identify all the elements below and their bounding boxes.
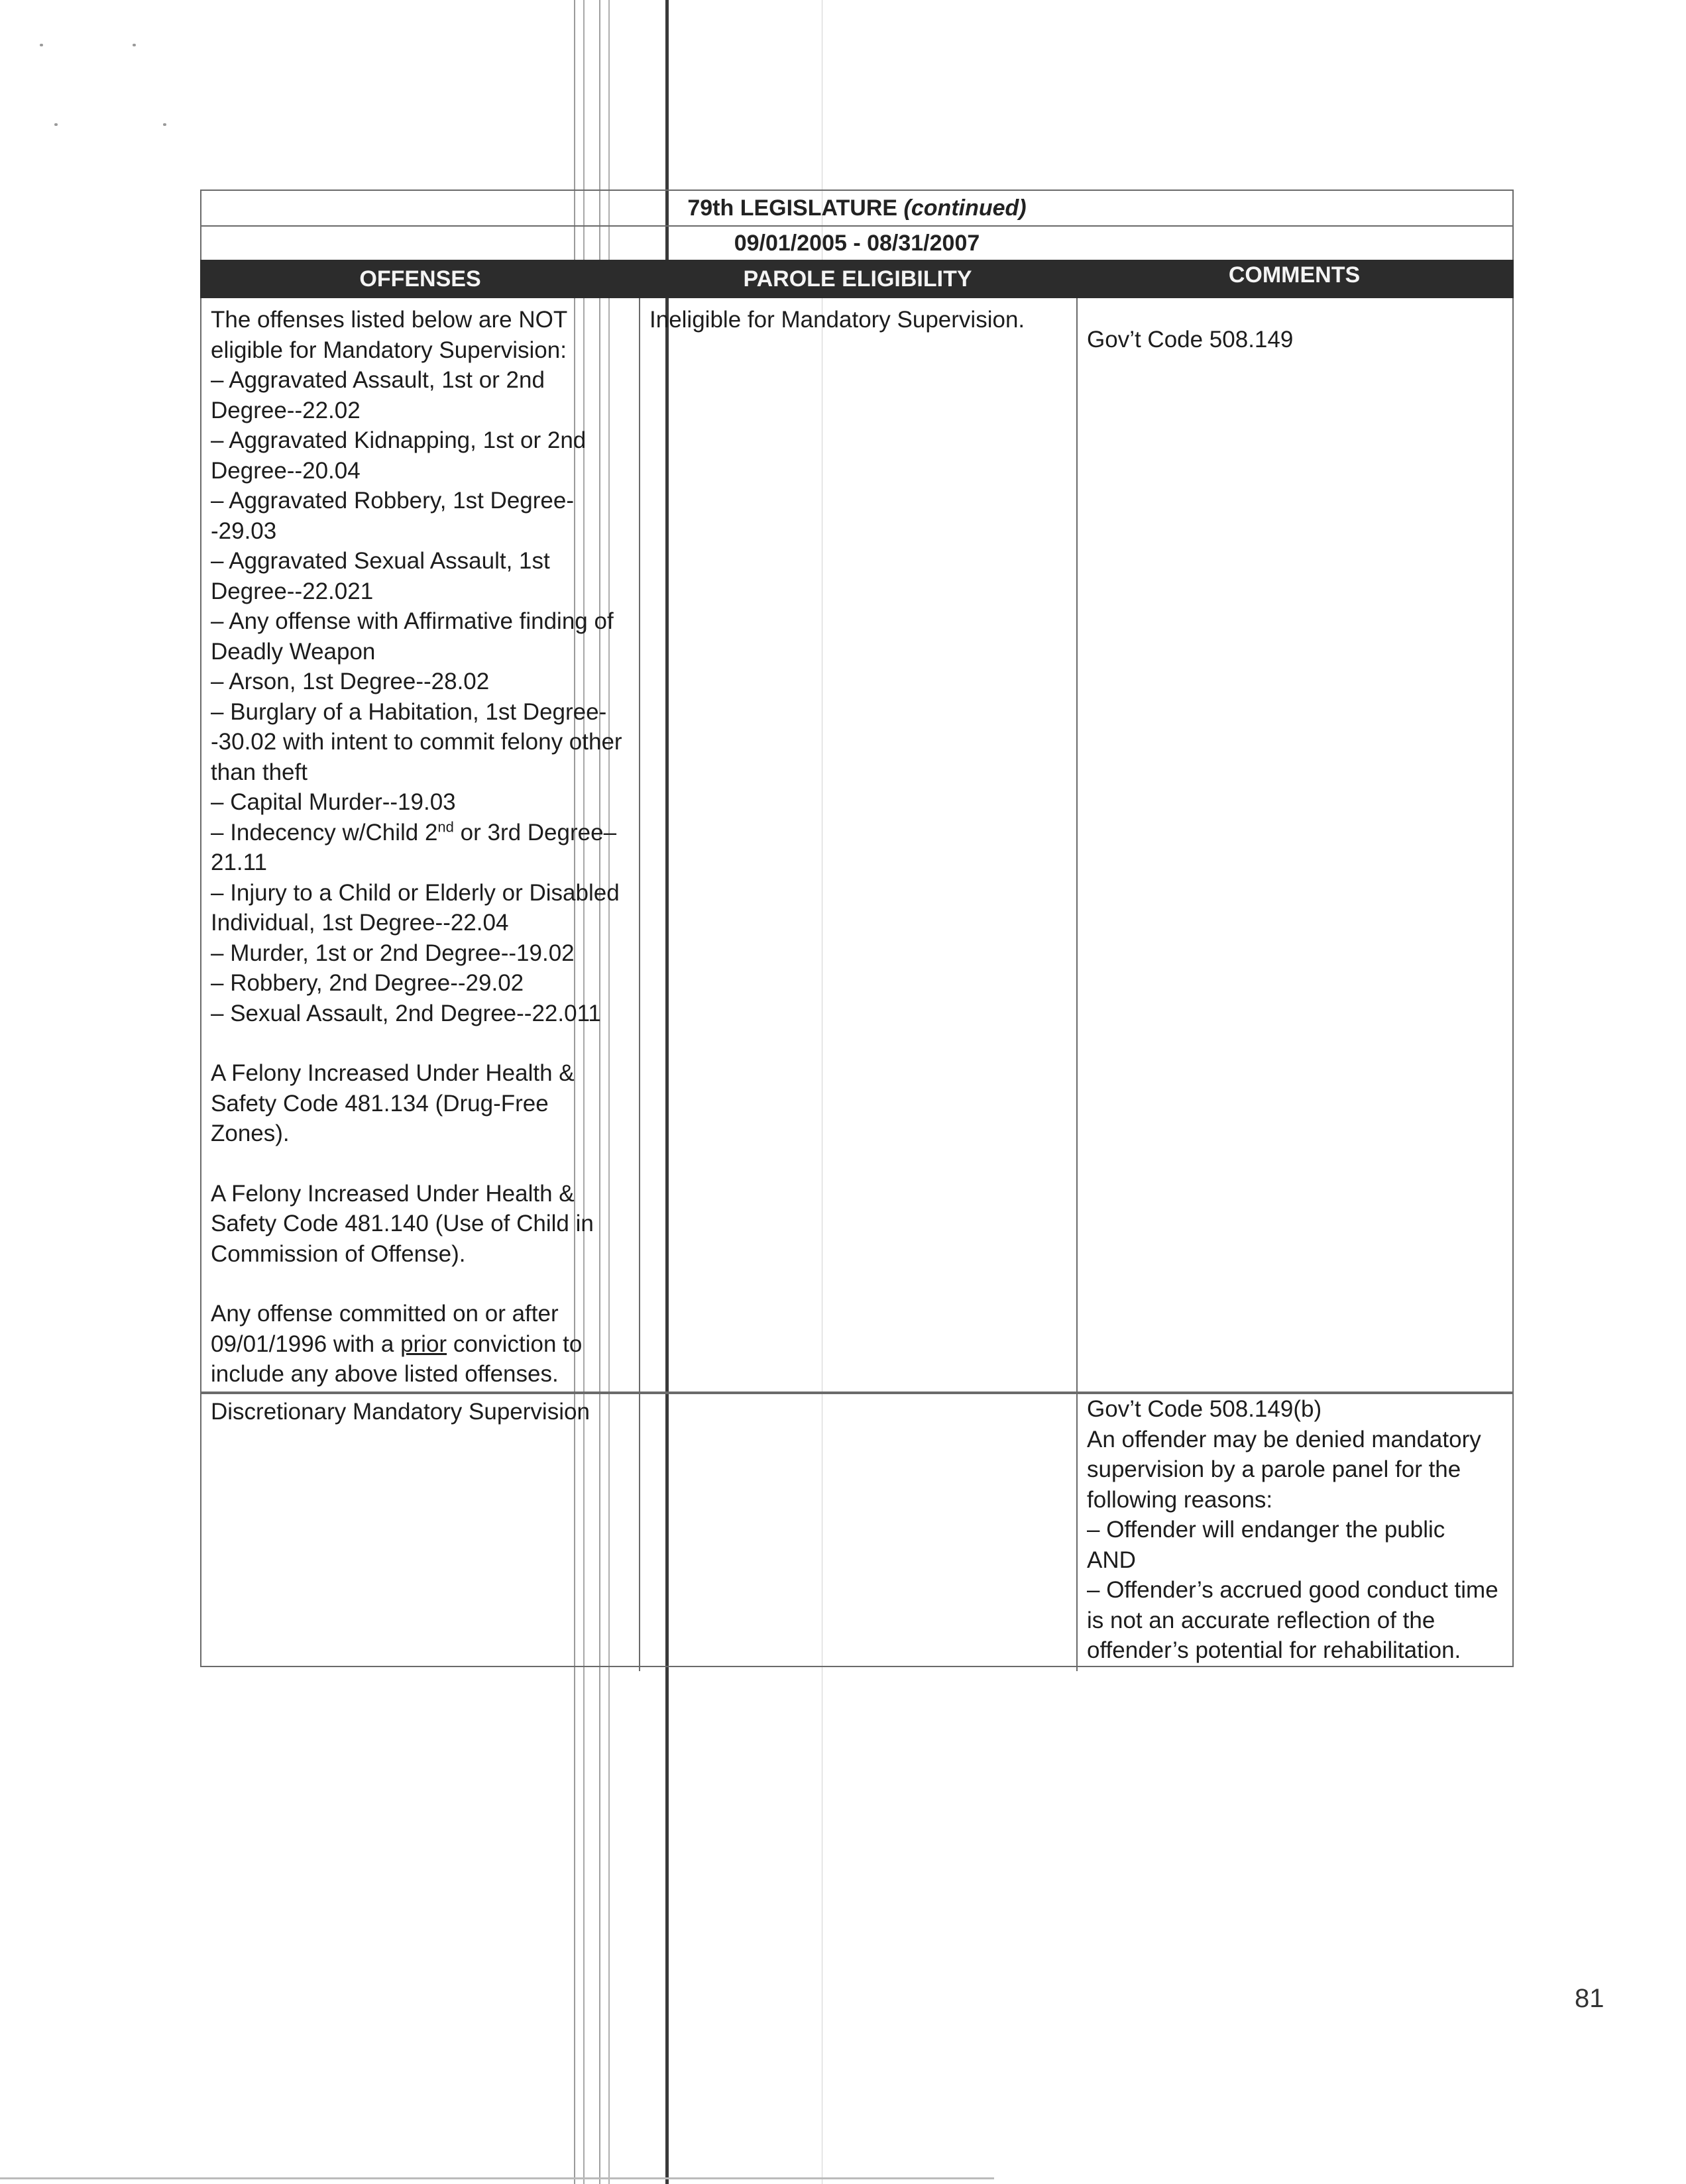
comments-intro: An offender may be denied mandatory supervision by a parole panel for the following reasons: [1087, 1426, 1481, 1513]
comments-gov-code: Gov’t Code 508.149(b) [1087, 1396, 1322, 1422]
offenses-intro: The offenses listed below are NOT eligible for Mandatory Supervision: [211, 307, 567, 363]
comments-conjunction: AND [1087, 1547, 1136, 1573]
prior-underlined: prior [400, 1331, 447, 1357]
scan-bottom-edge [0, 2177, 994, 2179]
date-range: 09/01/2005 - 08/31/2007 [734, 230, 980, 256]
parole-eligibility-text: Ineligible for Mandatory Supervision. [649, 307, 1025, 333]
comments-cell [1076, 1394, 1512, 1671]
discretionary-supervision-label: Discretionary Mandatory Supervision [211, 1399, 590, 1425]
scan-speck [163, 123, 166, 126]
offense-list-item: – Robbery, 2nd Degree--29.02 [211, 970, 524, 996]
paragraph-gap [211, 1149, 631, 1179]
column-header-parole-eligibility: PAROLE ELIGIBILITY [743, 266, 972, 292]
offense-list-item: – Aggravated Robbery, 1st Degree--29.03 [211, 488, 575, 544]
scan-speck [54, 123, 58, 126]
date-range-row [200, 225, 1514, 260]
comments-reason: – Offender will endanger the public [1087, 1517, 1445, 1543]
comments-gov-code: Gov’t Code 508.149 [1087, 327, 1294, 353]
offense-list-item: – Sexual Assault, 2nd Degree--22.011 [211, 1000, 601, 1026]
felony-note-use-of-child: A Felony Increased Under Health & Safety Code 481.140 (Use of Child in Commission of Offense). [211, 1180, 594, 1267]
comments-cell [1076, 298, 1512, 1395]
paragraph-gap [211, 1269, 631, 1299]
table-title [200, 190, 1514, 225]
offenses-cell [201, 1394, 639, 1671]
offense-list-item [211, 818, 631, 878]
parole-eligibility-cell [639, 1394, 1076, 1671]
column-header-offenses: OFFENSES [359, 266, 481, 292]
prior-note-text-rest: conviction to include any above listed offenses. [211, 1331, 583, 1387]
legislature-title: 79th LEGISLATURE [687, 195, 898, 221]
column-header-row [200, 260, 1514, 298]
paragraph-gap [211, 1028, 631, 1058]
parole-eligibility-cell [639, 298, 1076, 1395]
table-row [200, 298, 1514, 1393]
indecency-text-rest: or 3rd Degree–21.11 [211, 819, 617, 875]
prior-note-text: Any offense committed on or after 09/01/1996 with a [211, 1301, 559, 1357]
offense-list-item: – Aggravated Sexual Assault, 1st Degree--22.021 [211, 548, 550, 604]
table-row [200, 1393, 1514, 1667]
legislature-title-suffix: (continued) [903, 195, 1027, 221]
offense-list-item: – Capital Murder--19.03 [211, 789, 456, 815]
page-number: 81 [1575, 1984, 1604, 2013]
offense-list-item: – Murder, 1st or 2nd Degree--19.02 [211, 940, 575, 966]
scan-speck [133, 44, 136, 46]
legislature-table [200, 190, 1514, 1667]
offense-list-item: – Any offense with Affirmative finding of Deadly Weapon [211, 608, 614, 665]
indecency-superscript: nd [437, 818, 454, 835]
prior-conviction-note [211, 1299, 631, 1390]
comments-reason: – Offender’s accrued good conduct time is not an accurate reflection of the offender’s potential for rehabilitation. [1087, 1577, 1498, 1663]
scan-speck [40, 44, 43, 46]
offense-list-item: – Aggravated Assault, 1st or 2nd Degree--22.02 [211, 367, 545, 423]
offense-list-item: – Burglary of a Habitation, 1st Degree--30.02 with intent to commit felony other than theft [211, 698, 622, 785]
offense-list-item: – Injury to a Child or Elderly or Disabled Individual, 1st Degree--22.04 [211, 879, 620, 936]
felony-note-drug-free-zones: A Felony Increased Under Health & Safety Code 481.134 (Drug-Free Zones). [211, 1060, 575, 1146]
indecency-text: – Indecency w/Child 2 [211, 819, 438, 846]
offense-list-item: – Aggravated Kidnapping, 1st or 2nd Degree--20.04 [211, 427, 587, 484]
offense-list-item: – Arson, 1st Degree--28.02 [211, 669, 490, 694]
offenses-cell [201, 298, 639, 1395]
column-header-comments: COMMENTS [1228, 262, 1361, 288]
